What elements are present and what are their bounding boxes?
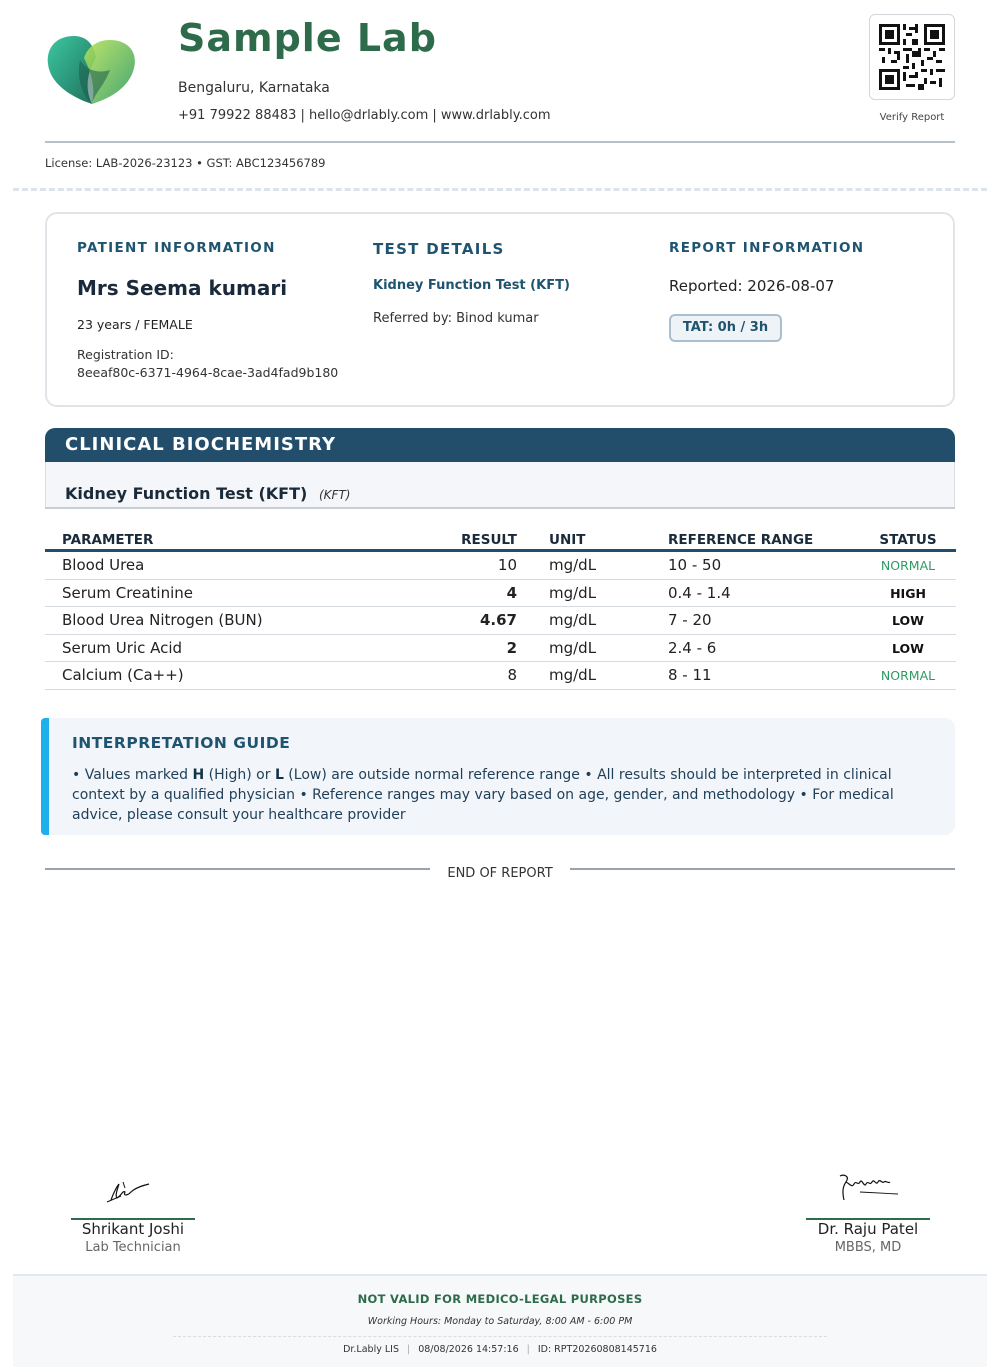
high-marker: H — [192, 767, 205, 783]
reported-date: Reported: 2026-08-07 — [669, 277, 835, 295]
result-cell: 10 — [497, 556, 517, 574]
result-cell: 8 — [507, 666, 517, 684]
test-details-column — [373, 240, 505, 258]
test-title-bar — [45, 462, 955, 508]
patient-info-column — [77, 240, 276, 256]
table-row — [45, 580, 956, 608]
working-hours: Working Hours: Monday to Saturday, 8:00 AM - 6:00 PM — [367, 1316, 633, 1327]
end-rule-right — [570, 868, 955, 870]
header-parameter: PARAMETER — [62, 532, 154, 548]
table-row — [45, 607, 956, 635]
end-rule-left — [45, 868, 430, 870]
registration-id: 8eeaf80c-6371-4964-8cae-3ad4fad9b180 — [77, 365, 339, 380]
reference-range-cell: 2.4 - 6 — [668, 638, 717, 657]
medico-legal-warning: NOT VALID FOR MEDICO-LEGAL PURPOSES — [357, 1292, 643, 1306]
verify-report-label[interactable]: Verify Report — [879, 112, 945, 123]
doctor-qualification: MBBS, MD — [834, 1240, 902, 1255]
result-cell: 2 — [506, 638, 517, 657]
reference-range-cell: 10 - 50 — [668, 556, 722, 574]
results-header-row — [45, 526, 956, 552]
footer-divider — [173, 1336, 827, 1337]
section-header — [45, 428, 955, 462]
technician-name: Shrikant Joshi — [81, 1220, 185, 1238]
result-cell: 4 — [506, 583, 517, 602]
end-of-report: END OF REPORT — [447, 866, 553, 881]
parameter-cell: Calcium (Ca++) — [62, 666, 184, 684]
report-info-heading: REPORT INFORMATION — [669, 240, 865, 256]
test-name: Kidney Function Test (KFT) — [373, 278, 570, 293]
result-cell: 4.67 — [479, 611, 517, 629]
unit-cell: mg/dL — [549, 666, 597, 684]
page-footer — [13, 1274, 987, 1367]
interpretation-text-part: (High) or — [204, 767, 275, 783]
footer-meta — [13, 1344, 987, 1355]
lab-contact: +91 79922 88483 | hello@drlably.com | www.drlably.com — [178, 108, 551, 123]
header-reference: REFERENCE RANGE — [668, 532, 814, 548]
section-title: CLINICAL BIOCHEMISTRY — [65, 434, 337, 455]
status-cell: LOW — [892, 613, 924, 628]
test-details-heading: TEST DETAILS — [373, 240, 505, 258]
technician-role: Lab Technician — [85, 1240, 181, 1255]
technician-signature — [103, 1174, 153, 1208]
print-timestamp: 08/08/2026 14:57:16 — [418, 1344, 519, 1355]
status-cell: LOW — [892, 640, 924, 656]
status-cell: NORMAL — [880, 668, 936, 683]
patient-name: Mrs Seema kumari — [77, 276, 288, 300]
interpretation-text — [72, 765, 908, 825]
separator: | — [406, 1344, 411, 1355]
report-info-column — [669, 240, 864, 256]
system-name: Dr.Lably LIS — [343, 1344, 399, 1355]
test-bar-divider — [45, 507, 955, 509]
lab-logo — [44, 30, 140, 108]
status-cell: NORMAL — [880, 558, 936, 573]
table-row — [45, 635, 956, 663]
interpretation-title: INTERPRETATION GUIDE — [72, 734, 291, 752]
verify-qr-code[interactable] — [869, 14, 955, 100]
header-status: STATUS — [879, 532, 937, 548]
parameter-cell: Blood Urea Nitrogen (BUN) — [62, 611, 263, 629]
parameter-cell: Serum Uric Acid — [62, 638, 183, 657]
table-row — [45, 552, 956, 580]
header-divider — [45, 141, 955, 143]
header-unit: UNIT — [549, 532, 586, 548]
dashed-divider — [13, 188, 987, 191]
report-id: ID: RPT20260808145716 — [537, 1344, 657, 1355]
parameter-cell: Serum Creatinine — [62, 583, 193, 602]
low-marker: L — [274, 767, 284, 783]
interpretation-text-part: (Low) are outside normal reference range • All results should be interpreted in clinical context by a qualified physician • Reference ranges may vary based on age, gender, and methodology • For medical advice, please consult your healthcare provider — [72, 767, 894, 823]
test-title: Kidney Function Test (KFT) — [65, 484, 308, 503]
reference-range-cell: 8 - 11 — [668, 666, 712, 684]
unit-cell: mg/dL — [549, 611, 597, 629]
reference-range-cell: 7 - 20 — [668, 611, 712, 629]
license-info: License: LAB-2026-23123 • GST: ABC123456789 — [45, 156, 326, 170]
registration-label: Registration ID: — [77, 347, 174, 362]
lab-address: Bengaluru, Karnataka — [178, 80, 330, 96]
tat-badge: TAT: 0h / 3h — [669, 314, 782, 342]
separator: | — [526, 1344, 530, 1355]
status-cell: HIGH — [890, 585, 926, 601]
info-card — [45, 212, 955, 407]
patient-info-heading: PATIENT INFORMATION — [77, 240, 276, 256]
table-row — [45, 662, 956, 690]
reference-range-cell: 0.4 - 1.4 — [668, 583, 731, 602]
unit-cell: mg/dL — [549, 556, 597, 574]
test-code: (KFT) — [319, 488, 351, 502]
doctor-name: Dr. Raju Patel — [817, 1220, 919, 1238]
unit-cell: mg/dL — [549, 638, 597, 657]
header-result: RESULT — [461, 532, 517, 548]
interpretation-guide — [41, 718, 955, 835]
patient-age-gender: 23 years / FEMALE — [77, 317, 193, 332]
lab-name: Sample Lab — [178, 16, 437, 60]
referred-by: Referred by: Binod kumar — [373, 311, 539, 326]
unit-cell: mg/dL — [549, 583, 597, 602]
parameter-cell: Blood Urea — [62, 556, 145, 574]
results-table — [45, 526, 956, 690]
doctor-signature — [834, 1170, 904, 1210]
interpretation-text-part: • Values marked — [72, 767, 193, 783]
